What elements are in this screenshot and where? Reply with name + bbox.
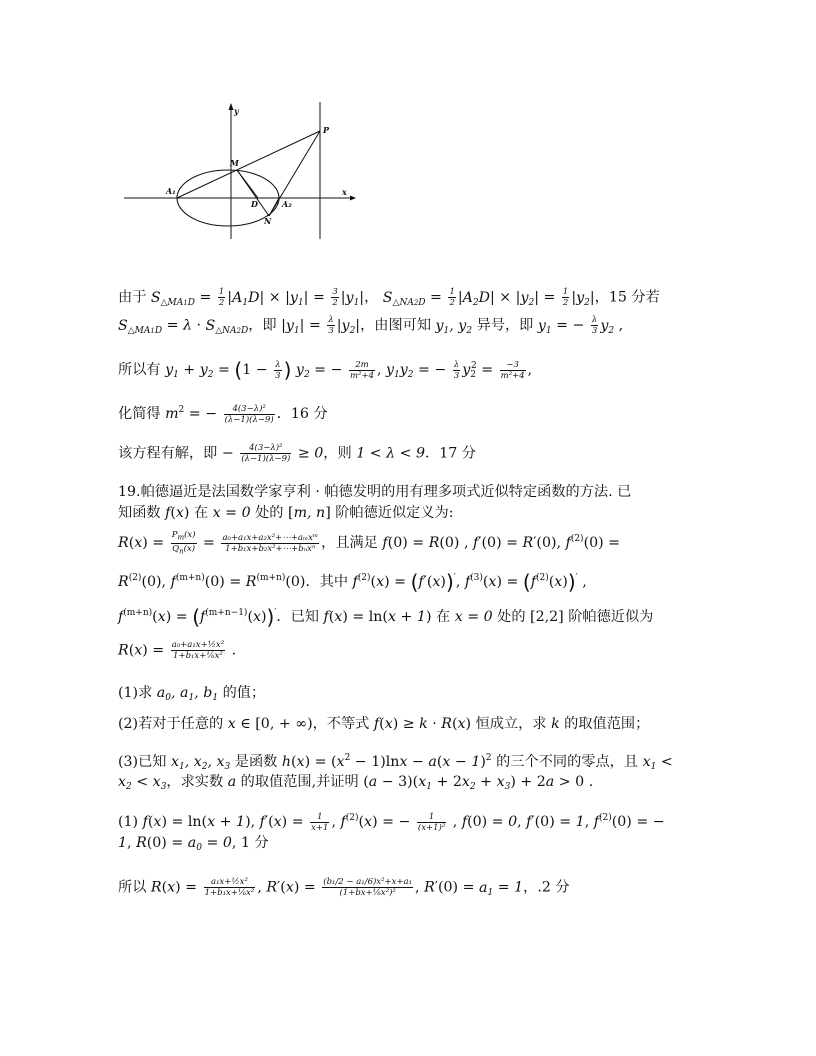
solution-line-2: 1, $R(0) = a_0 = 0$, 1 分	[118, 835, 269, 853]
part-1-question: (1)求 $a_0$, $a_1$, $b_1$ 的值；	[118, 685, 266, 703]
question-19-line-2: 知函数 f(x) 在 x = 0 处的 [m, n] 阶帕德近似定义为:	[118, 505, 454, 521]
label-x: x	[342, 187, 347, 197]
segment-a1-p	[177, 131, 320, 198]
y-axis-arrow	[229, 103, 234, 110]
question-19-line-5: $f^{(m+n)}(x) = (f^{(m+n-1)}(x))'$．已知 f(x) = ln(x + 1) 在 x = 0 处的 [2,2] 阶帕德近似为	[118, 605, 654, 629]
solution-line-3: 所以 R(x) = $\frac{\text{a₁x+½x²}}{\text{1+b₁x+⅙x²}}$ , R′(x) = $\frac{\text{(b₁/2 − a₁/6)x²+x+a₁}}{\text{(1+bx+⅙x²)²}}$ , $R'(0) = a_1 = 1$，.2 分	[118, 877, 570, 898]
label-a1: A₁	[166, 186, 176, 196]
question-19-line-3: R(x) = $\frac{P_m(x)}{Q_n(x)}$ = $\frac{\text{a₀+a₁x+a₂x²+⋯+aₘxᵐ}}{\text{1+b₁x+b₂x²+⋯+bₙxⁿ}}$ ，且满足 f(0) = R(0) , f′(0) = R′(0), $f^{(2)}(0)$ =	[118, 529, 621, 556]
label-m: M	[230, 158, 239, 168]
text-line-2: $S_{\triangle MA1D} = \lambda \cdot S_{\triangle NA2D}$，即 $|y_1|$ = $\frac{\lambda}{3}$ $|y_2|$，由图可知 $y_1$, $y_2$ 异号，即 $y_1$ = − $\frac{\lambda}{3}$ $y_2$ ,	[118, 315, 624, 336]
label-a2: A₂	[282, 199, 292, 209]
ellipse-figure	[118, 98, 358, 243]
part-3-question-line-2: $x_2 < x_3$，求实数 a 的取值范围,并证明 $(a - 3)(x_1 + 2x_2 + x_3) + 2a > 0$ .	[118, 774, 594, 792]
text-line-4: 化简得 $m^2$ = − $\frac{\text{4(3−λ)²}}{(\lambda-1)(\lambda-9)}$ ．16 分	[118, 403, 328, 425]
x-axis-arrow	[350, 196, 356, 201]
label-y: y	[234, 106, 239, 116]
solution-line-1: (1) f(x) = ln(x + 1), f′(x) = $\frac{1}{x+1}$ , $f^{(2)}(x)$ = − $\frac{1}{\text{(x+1)²}}$ , f(0) = 0, f′(0) = 1, $f^{(2)}(0)$ = −	[118, 811, 665, 833]
text-line-3: 所以有 $y_1 + y_2 = (1$ − $\frac{\lambda}{3}$ ) $y_2$ = − $\frac{2m}{\text{m²+4}}$ , $y_1y_2$ = − $\frac{\lambda}{3}$ $y_2^2$ = $\frac{-3}{\text{m²+4}}$ ,	[118, 358, 533, 382]
segment-a2-n	[269, 198, 279, 216]
label-n: N	[264, 216, 272, 226]
label-d: D	[251, 199, 258, 209]
text-line-1: 由于 $S_{\triangle MA1D}$ = $\frac{1}{2}$ $|A_1D| \times |y_1|$ = $\frac{3}{2}$ $|y_1|$， $S_{\triangle NA2D}$ = $\frac{1}{2}$ $|A_2D| \times |y_2|$ = $\frac{1}{2}$ $|y_2|$，15 分若	[118, 287, 660, 308]
question-19-line-6: R(x) = $\frac{\text{a₀+a₁x+½x²}}{\text{1+b₁x+⅙x²}}$ .	[118, 640, 237, 661]
text-line-5: 该方程有解，即 − $\frac{\text{4(3−λ)²}}{(\lambda-1)(\lambda-9)}$ ≥ 0，则 1 < λ < 9．17 分	[118, 443, 476, 464]
part-2-question: (2)若对于任意的 x ∈ [0, + ∞)，不等式 f(x) ≥ k · R(x) 恒成立，求 k 的取值范围；	[118, 716, 650, 732]
part-3-question-line-1: (3)已知 $x_1$, $x_2$, $x_3$ 是函数 $h(x) = (x^2 - 1)\ln x - a(x - 1)^2$ 的三个不同的零点，且 $x_1$ <	[118, 753, 673, 772]
question-19-line-4: $R^{(2)}(0)$, $f^{(m+n)}(0) = R^{(m+n)}(0)$．其中 $f^{(2)}(x) = (f'(x))'$, $f^{(3)}(x) = (f^{(2)}(x))'$ ,	[118, 570, 587, 594]
label-p: P	[323, 125, 330, 135]
question-19-line-1: 19.帕德逼近是法国数学家亨利 · 帕德发明的用有理多项式近似特定函数的方法. 已	[118, 484, 632, 500]
